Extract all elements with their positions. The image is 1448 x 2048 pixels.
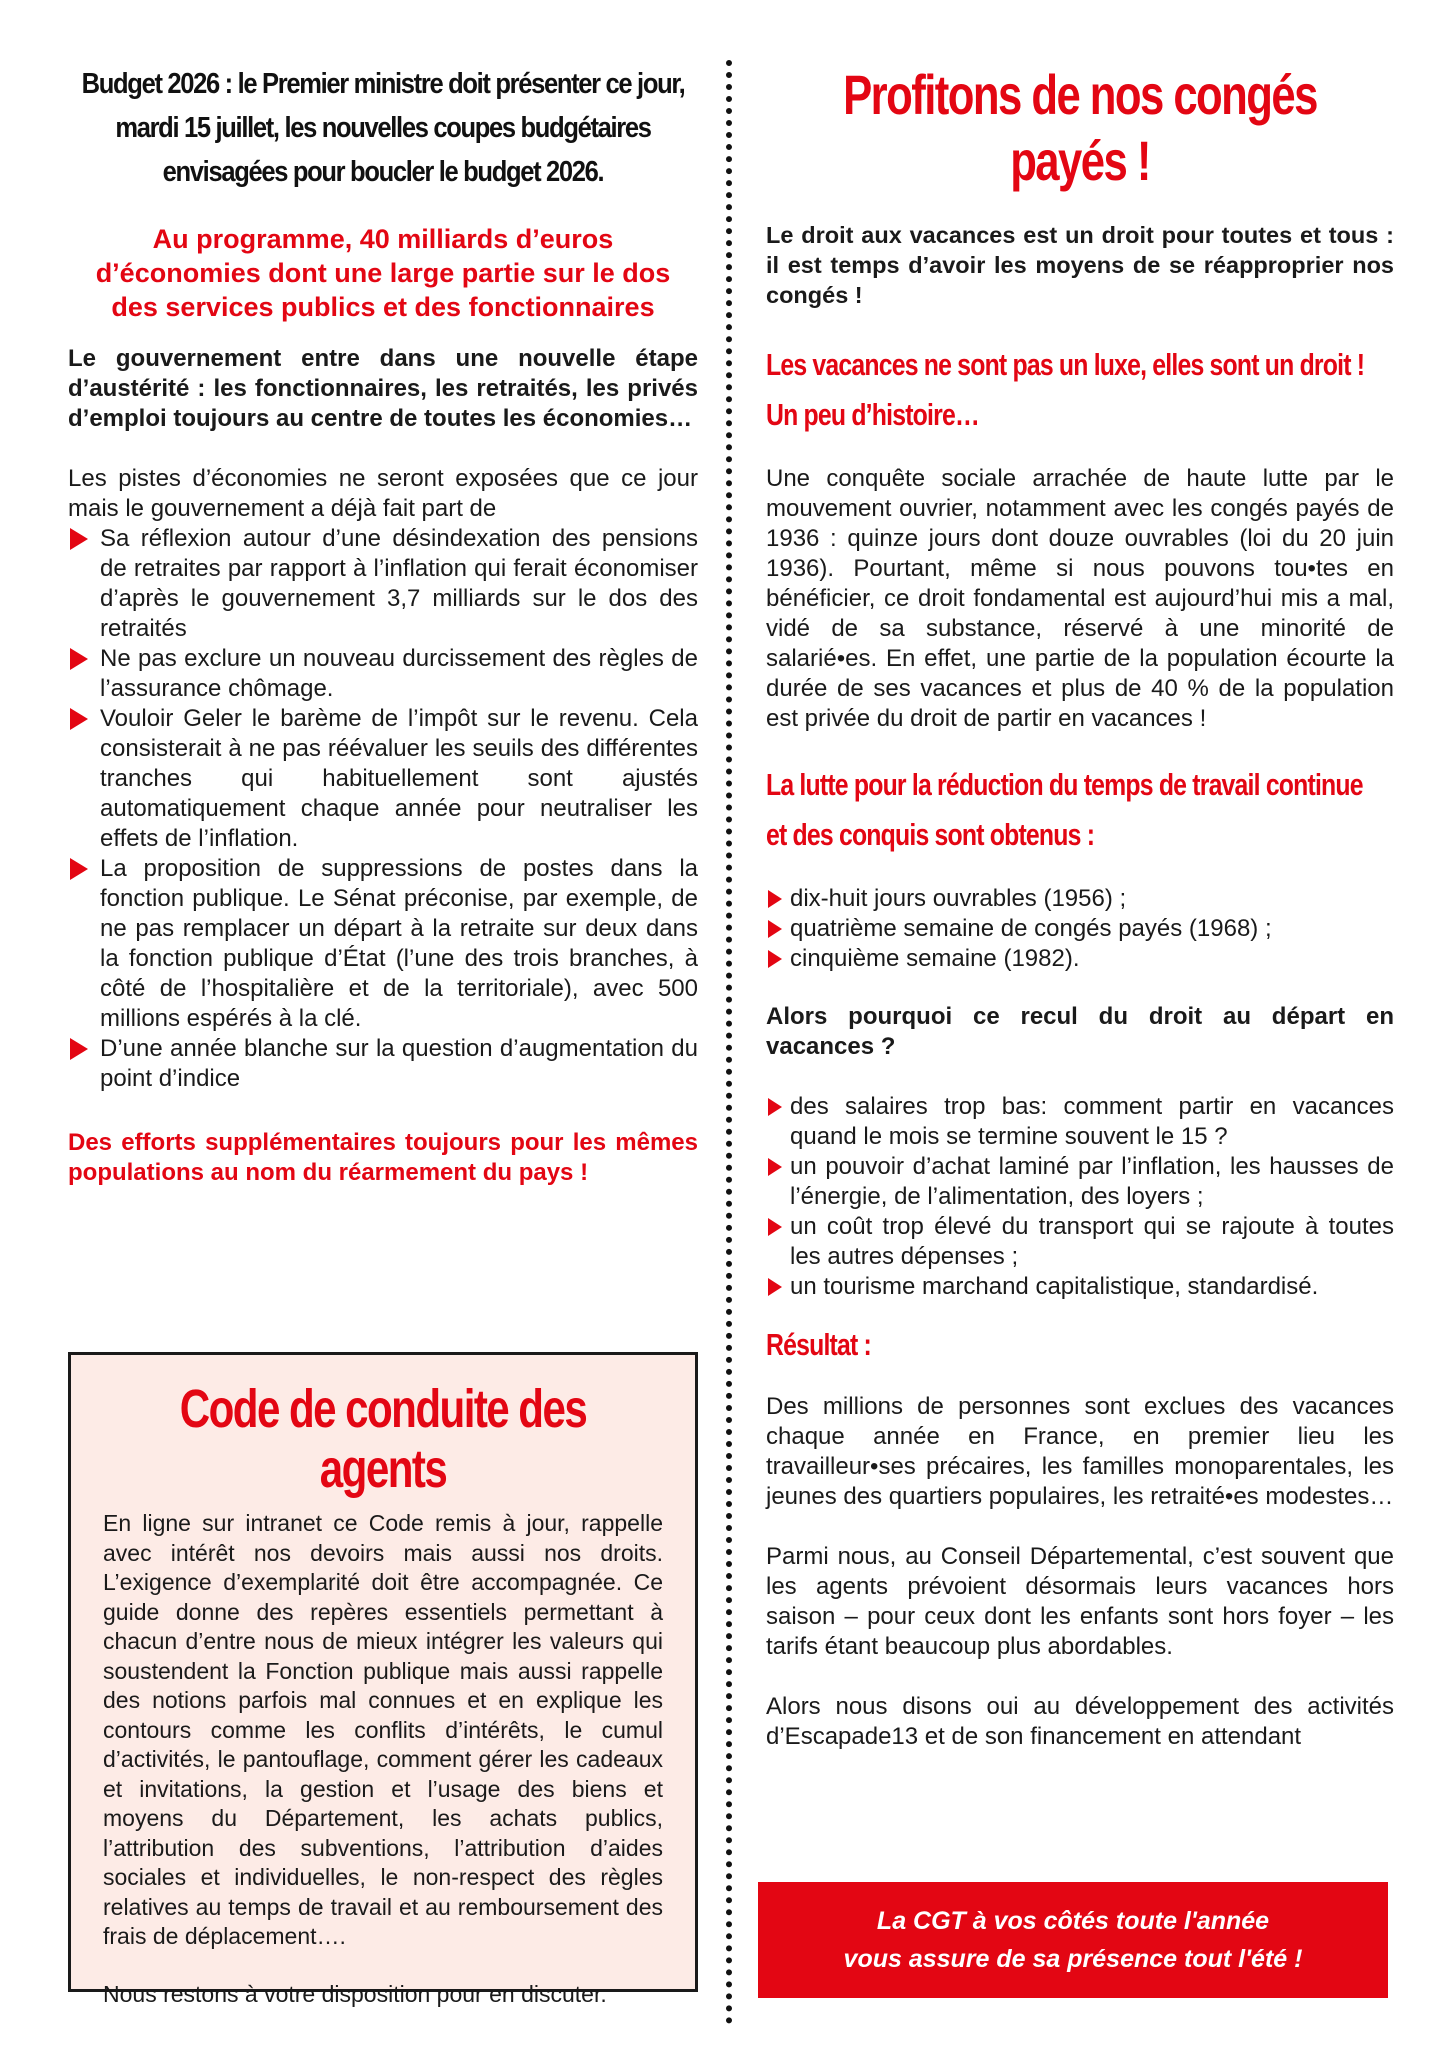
code-of-conduct-box [68, 1352, 698, 2007]
list-item [766, 944, 1394, 974]
bullet-item [68, 854, 698, 1034]
lead-title-line: Budget 2026 : le Premier ministre doit présenter ce jour, [81, 68, 685, 100]
bullet-item [68, 644, 698, 704]
intro-text: Les pistes d’économies ne seront exposées que ce jour mais le gouvernement a déjà fait part de [68, 465, 698, 522]
main-title: Profitons de nos congés payés ! [843, 63, 1317, 192]
red-subtitle [68, 222, 698, 324]
bullet-text: Ne pas exclure un nouveau durcissement des règles de l’assurance chômage. [100, 645, 698, 702]
section1-title-line: Les vacances ne sont pas un luxe, elles sont un droit ! [766, 347, 1365, 382]
conclusion-red: Des efforts supplémentaires toujours pour les mêmes populations au nom du réarmement du pays ! [68, 1129, 698, 1186]
list-item-text: cinquième semaine (1982). [790, 945, 1080, 972]
footer-line: vous assure de sa présence tout l'été ! [843, 1945, 1303, 1973]
question-bold: Alors pourquoi ce recul du droit au départ en vacances ? [766, 1003, 1394, 1060]
triangle-bullet-icon [768, 1278, 782, 1296]
conquests-list [766, 884, 1394, 974]
section1-title-line: Un peu d’histoire… [766, 397, 979, 432]
list-item [766, 914, 1394, 944]
triangle-bullet-icon [768, 1158, 782, 1176]
local-text: Parmi nous, au Conseil Départemental, c’est souvent que les agents prévoient désormais leurs vacances hors saison – pour ceux dont les enfants sont hors foyer – les tarifs étant beaucoup plus abordables. [766, 1543, 1394, 1660]
red-subtitle-line: Au programme, 40 milliards d’euros [152, 224, 614, 254]
footer-line: La CGT à vos côtés toute l'année [876, 1907, 1270, 1935]
bullet-item [68, 704, 698, 854]
triangle-bullet-icon [768, 950, 782, 968]
list-item [766, 884, 1394, 914]
intro-bold: Le gouvernement entre dans une nouvelle étape d’austérité : les fonctionnaires, les retraités, les privés d’emploi toujours au centre de toutes les économies… [68, 345, 698, 432]
triangle-bullet-icon [70, 858, 88, 880]
red-subtitle-line: des services publics et des fonctionnaires [111, 292, 655, 322]
left-column [68, 62, 698, 1188]
list-item-text: des salaires trop bas: comment partir en vacances quand le mois se termine souvent le 15 ? [790, 1093, 1394, 1150]
result-text: Des millions de personnes sont exclues des vacances chaque année en France, en premier lieu les travailleur•ses précaires, les familles monoparentales, les jeunes des quartiers populaires, les retraité•es modestes… [766, 1393, 1394, 1510]
bullet-item [68, 524, 698, 644]
triangle-bullet-icon [70, 1038, 88, 1060]
red-subtitle-line: d’économies dont une large partie sur le dos [95, 258, 671, 288]
lead-title [79, 62, 686, 194]
list-item-text: dix-huit jours ouvrables (1956) ; [790, 885, 1127, 912]
box-title: Code de conduite des agents [179, 1379, 587, 1499]
section2-title [766, 760, 1394, 860]
triangle-bullet-icon [768, 1218, 782, 1236]
bullet-text: D’une année blanche sur la question d’augmentation du point d’indice [100, 1035, 698, 1092]
triangle-bullet-icon [70, 708, 88, 730]
section2-title-line: et des conquis sont obtenus : [766, 817, 1095, 852]
triangle-bullet-icon [768, 920, 782, 938]
section1-title [766, 340, 1394, 440]
list-item-text: quatrième semaine de congés payés (1968) ; [790, 915, 1272, 942]
triangle-bullet-icon [768, 1098, 782, 1116]
list-item [766, 1272, 1394, 1302]
list-item [766, 1092, 1394, 1152]
right-column [766, 62, 1394, 1752]
column-divider [726, 60, 732, 2025]
cgt-footer-banner [758, 1882, 1388, 1998]
triangle-bullet-icon [768, 890, 782, 908]
list-item-text: un tourisme marchand capitalistique, standardisé. [790, 1273, 1319, 1300]
bullet-item [68, 1034, 698, 1094]
triangle-bullet-icon [70, 648, 88, 670]
box-body-text: En ligne sur intranet ce Code remis à jour, rappelle avec intérêt nos devoirs mais aussi nos droits. L’exigence d’exemplarité doit être accompagnée. Ce guide donne des repères essentiels permettant à chacun d’entre nous de mieux intégrer les valeurs qui soustendent la Fonction publique mais aussi rappelle des notions parfois mal connues et en explique les contours comme les conflits d’intérêts, le cumul d’activités, le pantouflage, comment gérer les cadeaux et invitations, la gestion et l’usage des biens et moyens du Département, les achats publics, l’attribution des subventions, l’attribution d’aides sociales et individuelles, le non-respect des règles relatives au temps de travail et au remboursement des frais de déplacement…. [103, 1510, 663, 1949]
reasons-list [766, 1092, 1394, 1302]
lead-title-line: envisagées pour boucler le budget 2026. [162, 156, 604, 188]
right-intro-bold: Le droit aux vacances est un droit pour toutes et tous : il est temps d’avoir les moyens de se réapproprier nos congés ! [766, 222, 1394, 308]
bullet-text: La proposition de suppressions de postes dans la fonction publique. Le Sénat préconise, par exemple, de ne pas remplacer un départ à la retraite sur deux dans la fonction publique d’État (l’une des trois branches, à côté de l’hospitalière et de la territoriale), avec 500 millions espérés à la clé. [100, 855, 698, 1032]
box-closing: Nous restons à votre disposition pour en discuter. [103, 1980, 607, 2007]
section1-text: Une conquête sociale arrachée de haute lutte par le mouvement ouvrier, notamment avec les congés payés de 1936 : quinze jours dont douze ouvrables (loi du 20 juin 1936). Pourtant, même si nous pouvons tou•tes en bénéficier, ce droit fondamental est aujourd’hui mis a mal, vidé de sa substance, réservé à une minorité de salarié•es. En effet, une partie de la population écourte la durée de ses vacances et plus de 40 % de la population est privée du droit de partir en vacances ! [766, 465, 1394, 732]
closing-text: Alors nous disons oui au développement des activités d’Escapade13 et de son financement en attendant [766, 1693, 1394, 1750]
bullet-text: Sa réflexion autour d’une désindexation des pensions de retraites par rapport à l’inflation qui ferait économiser d’après le gouvernement 3,7 milliards sur le dos des retraités [100, 525, 698, 642]
list-item [766, 1152, 1394, 1212]
section2-title-line: La lutte pour la réduction du temps de travail continue [766, 767, 1363, 802]
bullet-text: Vouloir Geler le barème de l’impôt sur le revenu. Cela consisterait à ne pas réévaluer les seuils des différentes tranches qui habituellement sont ajustés automatiquement chaque année pour neutraliser les effets de l’inflation. [100, 705, 698, 852]
list-item [766, 1212, 1394, 1272]
triangle-bullet-icon [70, 528, 88, 550]
result-title: Résultat : [766, 1327, 871, 1362]
list-item-text: un pouvoir d’achat laminé par l’inflation, les hausses de l’énergie, de l’alimentation, des loyers ; [790, 1153, 1394, 1210]
list-item-text: un coût trop élevé du transport qui se rajoute à toutes les autres dépenses ; [790, 1213, 1394, 1270]
lead-title-line: mardi 15 juillet, les nouvelles coupes budgétaires [115, 112, 651, 144]
